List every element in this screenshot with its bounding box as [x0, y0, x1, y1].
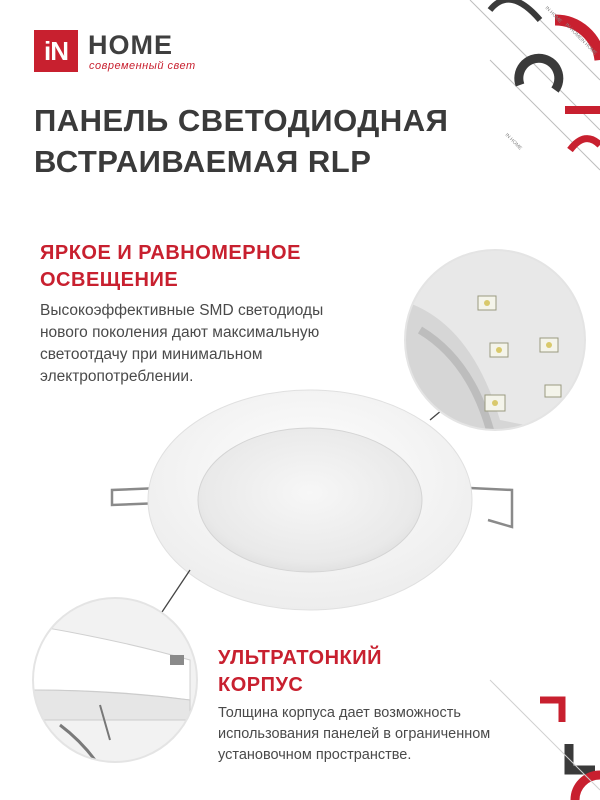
feature-bright-text-line-2: нового поколения дают максимальную [40, 324, 320, 341]
zoom-body-closeup [30, 595, 200, 765]
logo-in-badge: iN [34, 30, 78, 72]
feature-bright-title-line-1: ЯРКОЕ И РАВНОМЕРНОЕ [40, 242, 301, 264]
zoom-led-closeup [400, 245, 600, 445]
feature-bright-text-line-3: светоотдачу при минимальном [40, 346, 263, 363]
panel-diffuser [198, 428, 422, 572]
feature-thin-title-line-1: УЛЬТРАТОНКИЙ [218, 647, 382, 669]
title-line-2: ВСТРАИВАЕМАЯ RLP [34, 144, 372, 179]
feature-thin-text-line-3: установочном пространстве. [218, 747, 412, 763]
feature-thin-title [218, 645, 382, 699]
title-line-1: ПАНЕЛЬ СВЕТОДИОДНАЯ [34, 103, 449, 138]
svg-text:IN HOME: IN HOME [578, 37, 598, 57]
feature-thin-text-line-1: Толщина корпуса дает возможность [218, 705, 461, 721]
logo-tagline: современный свет [89, 60, 196, 72]
feature-thin-title-line-2: КОРПУС [218, 674, 304, 696]
feature-thin-text [218, 703, 548, 766]
feature-bright-text-line-4: электропотреблении. [40, 368, 194, 385]
feature-bright-title-line-2: ОСВЕЩЕНИЕ [40, 269, 179, 291]
svg-text:IN HOME: IN HOME [503, 132, 523, 152]
spring-clip-right [470, 488, 512, 527]
feature-bright-text-line-1: Высокоэффективные SMD светодиоды [40, 302, 324, 319]
feature-thin-text-line-2: использования панелей в ограниченном [218, 726, 491, 742]
svg-text:IN HOME: IN HOME [543, 5, 563, 25]
svg-text:IN HOME: IN HOME [563, 22, 583, 42]
logo-home-text: HOME [88, 30, 173, 60]
